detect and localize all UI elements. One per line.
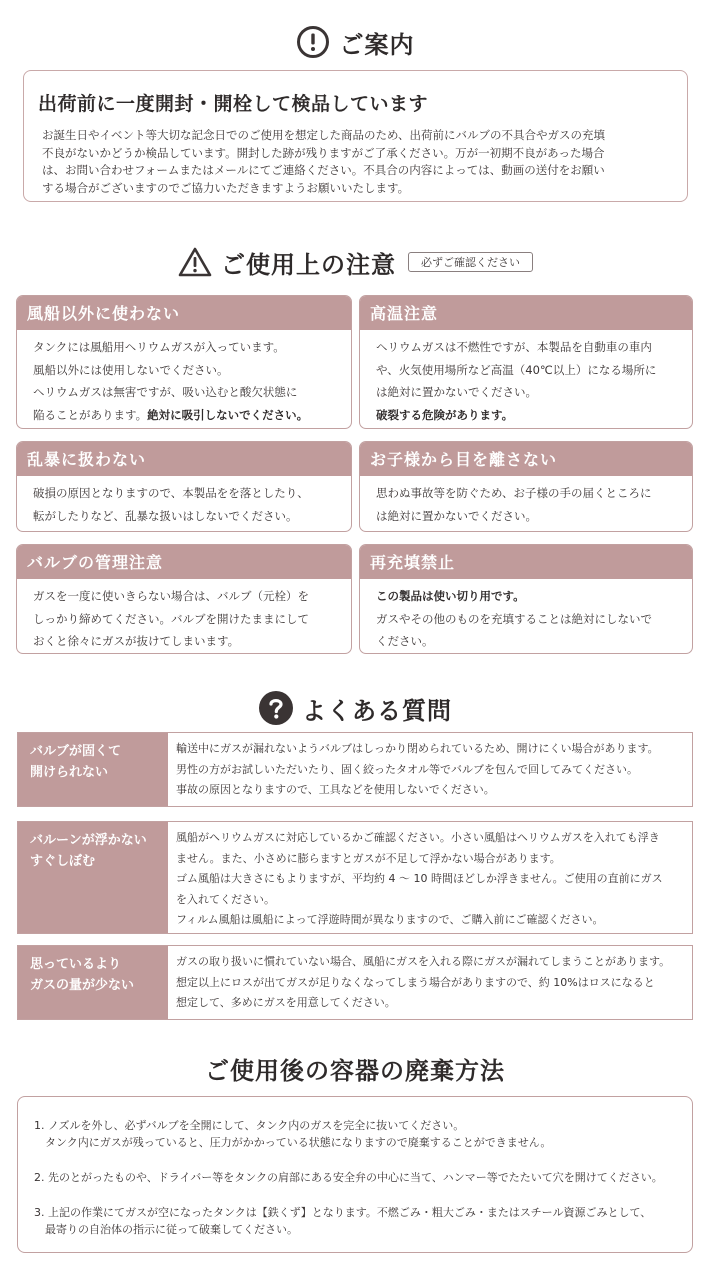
faq-answer-line: 想定して、多めにガスを用意してください。 (176, 996, 396, 1009)
faq-question-line: バルーンが浮かない (30, 833, 147, 848)
caution-card-title: 高温注意 (360, 296, 692, 330)
faq-answer-line: ません。また、小さめに膨らますとガスが不足して浮かない場合があります。 (176, 851, 561, 865)
faq-answer-line: フィルム風船は風船によって浮遊時間が異なりますので、ご購入前にご確認ください。 (176, 913, 604, 926)
disposal-title: ご使用後の容器の廃棄方法 (205, 1056, 505, 1085)
disposal-box (17, 1096, 693, 1253)
faq-answer-line: 想定以上にロスが出てガスが足りなくなってしまう場合がありますので、約 10%はロスになると (176, 975, 655, 989)
card-line: は絶対に置かないでください。 (376, 508, 537, 523)
disposal-section-title (0, 1048, 710, 1088)
faq-answer-line: 男性の方がお試しいただいたり、固く絞ったタオル等でバルブを包んで回してみてください。 (176, 762, 638, 776)
exclamation-circle-icon (296, 25, 330, 59)
caution-card-title: 再充填禁止 (360, 545, 692, 579)
disposal-step-line: 1. ノズルを外し、必ずバルブを全開にして、タンク内のガスを完全に抜いてください。 (34, 1119, 465, 1132)
disposal-step-line: タンク内にガスが残っていると、圧力がかかっている状態になりますので廃棄することができません。 (45, 1136, 552, 1149)
disposal-step-line: 3. 上記の作業にてガスが空になったタンクは【鉄くず】となります。不燃ごみ・粗大ごみ・またはスチール資源ごみとして、 (34, 1206, 652, 1219)
card-line: 思わぬ事故等を防ぐため、お子様の手の届くところに (376, 486, 652, 500)
guide-section-title (0, 22, 710, 62)
faq-item (17, 821, 693, 934)
caution-card (359, 544, 693, 654)
inspection-line: 不良がないかどうか検品しています。開封した跡が残りますがご了承ください。万が一初期不良があった場合 (42, 145, 605, 160)
inspection-line: は、お問い合わせフォームまたはメールにてご連絡ください。不具合の内容によっては、動画の送付をお願い (42, 163, 605, 177)
faq-question (18, 822, 168, 933)
inspection-line: する場合がございますのでご協力いただきますようお願いいたします。 (42, 180, 410, 195)
question-circle-icon (258, 690, 294, 726)
caution-card-body (17, 476, 351, 527)
faq-question (18, 733, 168, 806)
card-line (33, 404, 341, 427)
faq-question (18, 946, 168, 1019)
caution-card-body (360, 330, 692, 426)
caution-card (359, 441, 693, 532)
card-line: ヘリウムガスは不燃性ですが、本製品を自動車の車内 (376, 340, 652, 354)
caution-title: ご使用上の注意 (221, 250, 396, 279)
faq-answer-line: 事故の原因となりますので、工具などを使用しないでください。 (176, 783, 495, 796)
disposal-step-line: 2. 先のとがったものや、ドライバー等をタンクの肩部にある安全弁の中心に当て、ハンマー等でたたいて穴を開けてください。 (34, 1171, 663, 1184)
card-line: 風船以外には使用しないでください。 (33, 362, 229, 377)
caution-card-body (360, 476, 692, 527)
caution-card-body (17, 330, 351, 426)
faq-answer-line: 輸送中にガスが漏れないようバルブはしっかり閉められているため、開けにくい場合があります。 (176, 742, 659, 755)
caution-card (16, 295, 352, 429)
disposal-step (34, 1204, 692, 1238)
card-line-emphasis: 破裂する危険があります。 (376, 407, 514, 422)
caution-card-body (17, 579, 351, 653)
card-line: 転がしたりなど、乱暴な扱いはしないでください。 (33, 508, 298, 523)
card-line: ガスを一度に使いきらない場合は、バルブ（元栓）を (33, 589, 309, 603)
inspection-notice-box (23, 70, 688, 202)
faq-answer (168, 822, 692, 933)
card-line: しっかり締めてください。バルブを開けたままにして (33, 611, 309, 626)
faq-answer-line: 風船がヘリウムガスに対応しているかご確認ください。小さい風船はヘリウムガスを入れても浮き (176, 831, 660, 844)
caution-section-title (0, 242, 710, 282)
caution-card-title: お子様から目を離さない (360, 442, 692, 476)
inspection-body (38, 127, 673, 197)
card-line: タンクには風船用ヘリウムガスが入っています。 (33, 340, 285, 354)
faq-question-line: 思っているより (30, 957, 122, 972)
faq-answer (168, 946, 692, 1019)
caution-card-body (360, 579, 692, 653)
faq-question-line: バルブが固くて (30, 744, 122, 759)
card-line-text: 陥ることがあります。 (33, 407, 148, 422)
faq-question-line: ガスの量が少ない (30, 978, 135, 993)
inspection-line: お誕生日やイベント等大切な記念日でのご使用を想定した商品のため、出荷前にバルブの不具合やガスの充填 (42, 128, 606, 142)
faq-question-line: 開けられない (30, 765, 109, 780)
caution-card (359, 295, 693, 429)
card-line: や、火気使用場所など高温（40℃以上）になる場所に (376, 362, 657, 377)
faq-item (17, 945, 693, 1020)
caution-card-title: 風船以外に使わない (17, 296, 351, 330)
caution-card (16, 441, 352, 532)
card-line: ガスやその他のものを充填することは絶対にしないで (376, 611, 652, 626)
faq-answer-line: ゴム風船は大きさにもよりますが、平均約 4 ～ 10 時間ほどしか浮きません。ご使用の直前にガス (176, 872, 663, 885)
card-line-emphasis: この製品は使い切り用です。 (376, 589, 525, 603)
disposal-step (34, 1117, 692, 1151)
faq-question-line: すぐしぼむ (30, 854, 96, 869)
card-line-emphasis: 絶対に吸引しないでください。 (147, 407, 309, 422)
guide-title: ご案内 (339, 30, 415, 59)
card-line: おくと徐々にガスが抜けてしまいます。 (33, 634, 240, 648)
card-line: は絶対に置かないでください。 (376, 385, 537, 399)
warning-triangle-icon (177, 246, 213, 278)
inspection-heading: 出荷前に一度開封・開栓して検品しています (38, 93, 429, 115)
faq-section-title (0, 688, 710, 728)
faq-answer-line: を入れてください。 (176, 892, 275, 906)
disposal-step (34, 1169, 692, 1186)
card-line: 破損の原因となりますので、本製品をを落としたり、 (33, 486, 309, 500)
caution-card-title: 乱暴に扱わない (17, 442, 351, 476)
faq-answer-line: ガスの取り扱いに慣れていない場合、風船にガスを入れる際にガスが漏れてしまうことがあります。 (176, 955, 671, 968)
disposal-step-line: 最寄りの自治体の指示に従って破棄してください。 (45, 1223, 298, 1236)
card-line: ヘリウムガスは無害ですが、吸い込むと酸欠状態に (33, 385, 298, 399)
faq-item (17, 732, 693, 807)
card-line: ください。 (376, 634, 434, 648)
caution-card-title: バルブの管理注意 (17, 545, 351, 579)
caution-card (16, 544, 352, 654)
faq-title: よくある質問 (302, 696, 452, 725)
confirm-badge: 必ずご確認ください (408, 252, 533, 272)
faq-answer (168, 733, 692, 806)
